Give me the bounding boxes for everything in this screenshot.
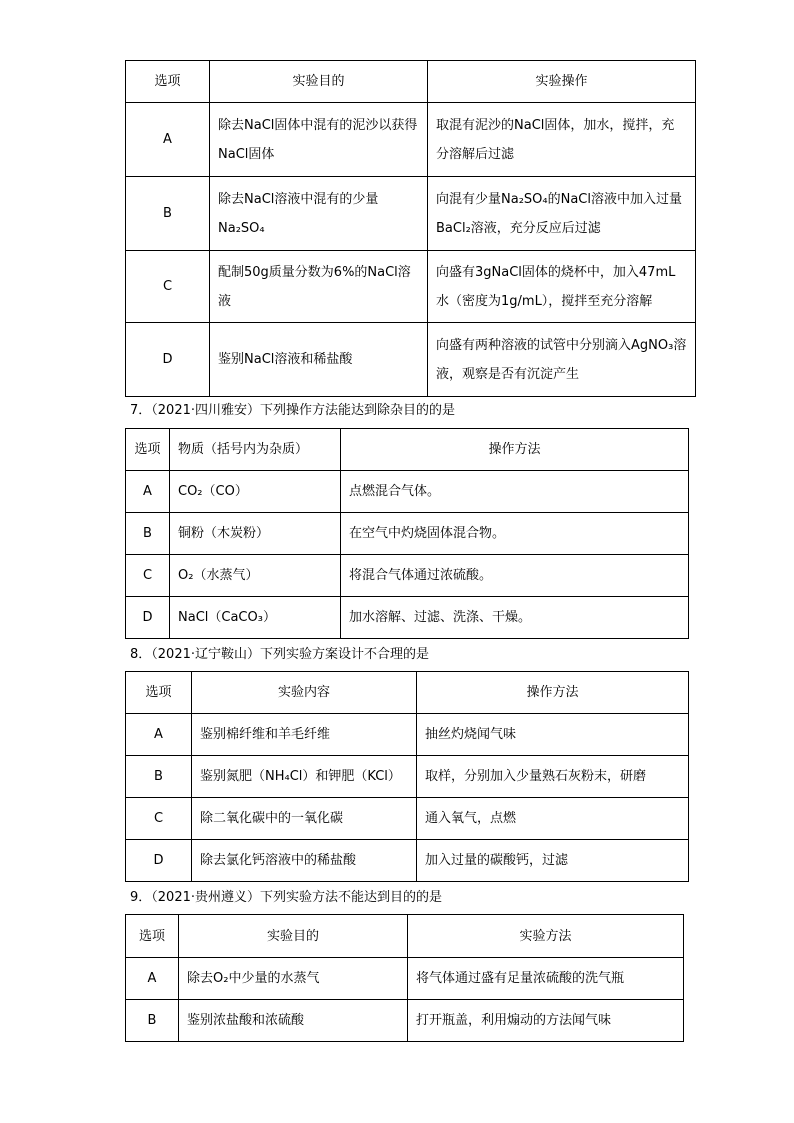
substance-cell: O₂（水蒸气） [170, 555, 341, 597]
table-row [126, 323, 696, 397]
option-cell: B [126, 756, 192, 798]
question-9-title: 9．（2021·贵州遵义）下列实验方法不能达到目的的是 [130, 890, 442, 905]
content-cell: 除二氧化碳中的一氧化碳 [192, 798, 417, 840]
purpose-cell: 除去NaCl固体中混有的泥沙以获得NaCl固体 [210, 103, 428, 177]
method-cell: 通入氧气，点燃 [417, 798, 689, 840]
table-row [126, 513, 689, 555]
purpose-cell: 鉴别浓盐酸和浓硫酸 [179, 1000, 408, 1042]
table-row [126, 756, 689, 798]
header-purpose: 实验目的 [210, 61, 428, 103]
purpose-cell: 鉴别NaCl溶液和稀盐酸 [210, 323, 428, 397]
method-cell: 将混合气体通过浓硫酸。 [341, 555, 689, 597]
table-row [126, 597, 689, 639]
option-cell: C [126, 555, 170, 597]
table-row [126, 471, 689, 513]
purpose-cell: 除去O₂中少量的水蒸气 [179, 958, 408, 1000]
purpose-cell: 配制50g质量分数为6%的NaCl溶液 [210, 251, 428, 323]
option-cell: B [126, 513, 170, 555]
substance-cell: NaCl（CaCO₃） [170, 597, 341, 639]
option-cell: D [126, 323, 210, 397]
header-method: 实验方法 [408, 915, 684, 958]
question-8-title: 8．（2021·辽宁鞍山）下列实验方案设计不合理的是 [130, 647, 429, 662]
content-cell: 鉴别棉纤维和羊毛纤维 [192, 714, 417, 756]
table-row [126, 714, 689, 756]
table-question-7 [125, 428, 689, 639]
content-cell: 鉴别氮肥（NH₄Cl）和钾肥（KCl） [192, 756, 417, 798]
option-cell: B [126, 177, 210, 251]
table-row [126, 798, 689, 840]
header-operation: 实验操作 [428, 61, 696, 103]
method-cell: 取样，分别加入少量熟石灰粉末，研磨 [417, 756, 689, 798]
content-cell: 除去氯化钙溶液中的稀盐酸 [192, 840, 417, 882]
method-cell: 点燃混合气体。 [341, 471, 689, 513]
option-cell: A [126, 714, 192, 756]
operation-cell: 向盛有两种溶液的试管中分别滴入AgNO₃溶液，观察是否有沉淀产生 [428, 323, 696, 397]
table-header-row [126, 672, 689, 714]
option-cell: A [126, 103, 210, 177]
option-cell: A [126, 471, 170, 513]
header-method: 操作方法 [417, 672, 689, 714]
option-cell: D [126, 840, 192, 882]
option-cell: A [126, 958, 179, 1000]
table-row [126, 251, 696, 323]
table-row [126, 555, 689, 597]
table-experiments-1 [125, 60, 696, 397]
table-question-8 [125, 671, 689, 882]
operation-cell: 向混有少量Na₂SO₄的NaCl溶液中加入过量BaCl₂溶液，充分反应后过滤 [428, 177, 696, 251]
table-header-row [126, 915, 684, 958]
method-cell: 加水溶解、过滤、洗涤、干燥。 [341, 597, 689, 639]
substance-cell: 铜粉（木炭粉） [170, 513, 341, 555]
method-cell: 在空气中灼烧固体混合物。 [341, 513, 689, 555]
header-method: 操作方法 [341, 429, 689, 471]
table-row [126, 958, 684, 1000]
method-cell: 将气体通过盛有足量浓硫酸的洗气瓶 [408, 958, 684, 1000]
header-option: 选项 [126, 429, 170, 471]
table-row [126, 840, 689, 882]
option-cell: D [126, 597, 170, 639]
table-question-9 [125, 914, 684, 1042]
table-row [126, 1000, 684, 1042]
table-header-row [126, 429, 689, 471]
method-cell: 加入过量的碳酸钙，过滤 [417, 840, 689, 882]
substance-cell: CO₂（CO） [170, 471, 341, 513]
header-purpose: 实验目的 [179, 915, 408, 958]
option-cell: B [126, 1000, 179, 1042]
header-substance: 物质（括号内为杂质） [170, 429, 341, 471]
option-cell: C [126, 251, 210, 323]
table-header-row [126, 61, 696, 103]
header-content: 实验内容 [192, 672, 417, 714]
header-option: 选项 [126, 672, 192, 714]
operation-cell: 向盛有3gNaCl固体的烧杯中，加入47mL水（密度为1g/mL），搅拌至充分溶解 [428, 251, 696, 323]
table-row [126, 103, 696, 177]
operation-cell: 取混有泥沙的NaCl固体，加水，搅拌，充分溶解后过滤 [428, 103, 696, 177]
method-cell: 抽丝灼烧闻气味 [417, 714, 689, 756]
purpose-cell: 除去NaCl溶液中混有的少量Na₂SO₄ [210, 177, 428, 251]
option-cell: C [126, 798, 192, 840]
question-7-title: 7．（2021·四川雅安）下列操作方法能达到除杂目的的是 [130, 403, 455, 418]
header-option: 选项 [126, 915, 179, 958]
table-row [126, 177, 696, 251]
method-cell: 打开瓶盖，利用煽动的方法闻气味 [408, 1000, 684, 1042]
header-option: 选项 [126, 61, 210, 103]
